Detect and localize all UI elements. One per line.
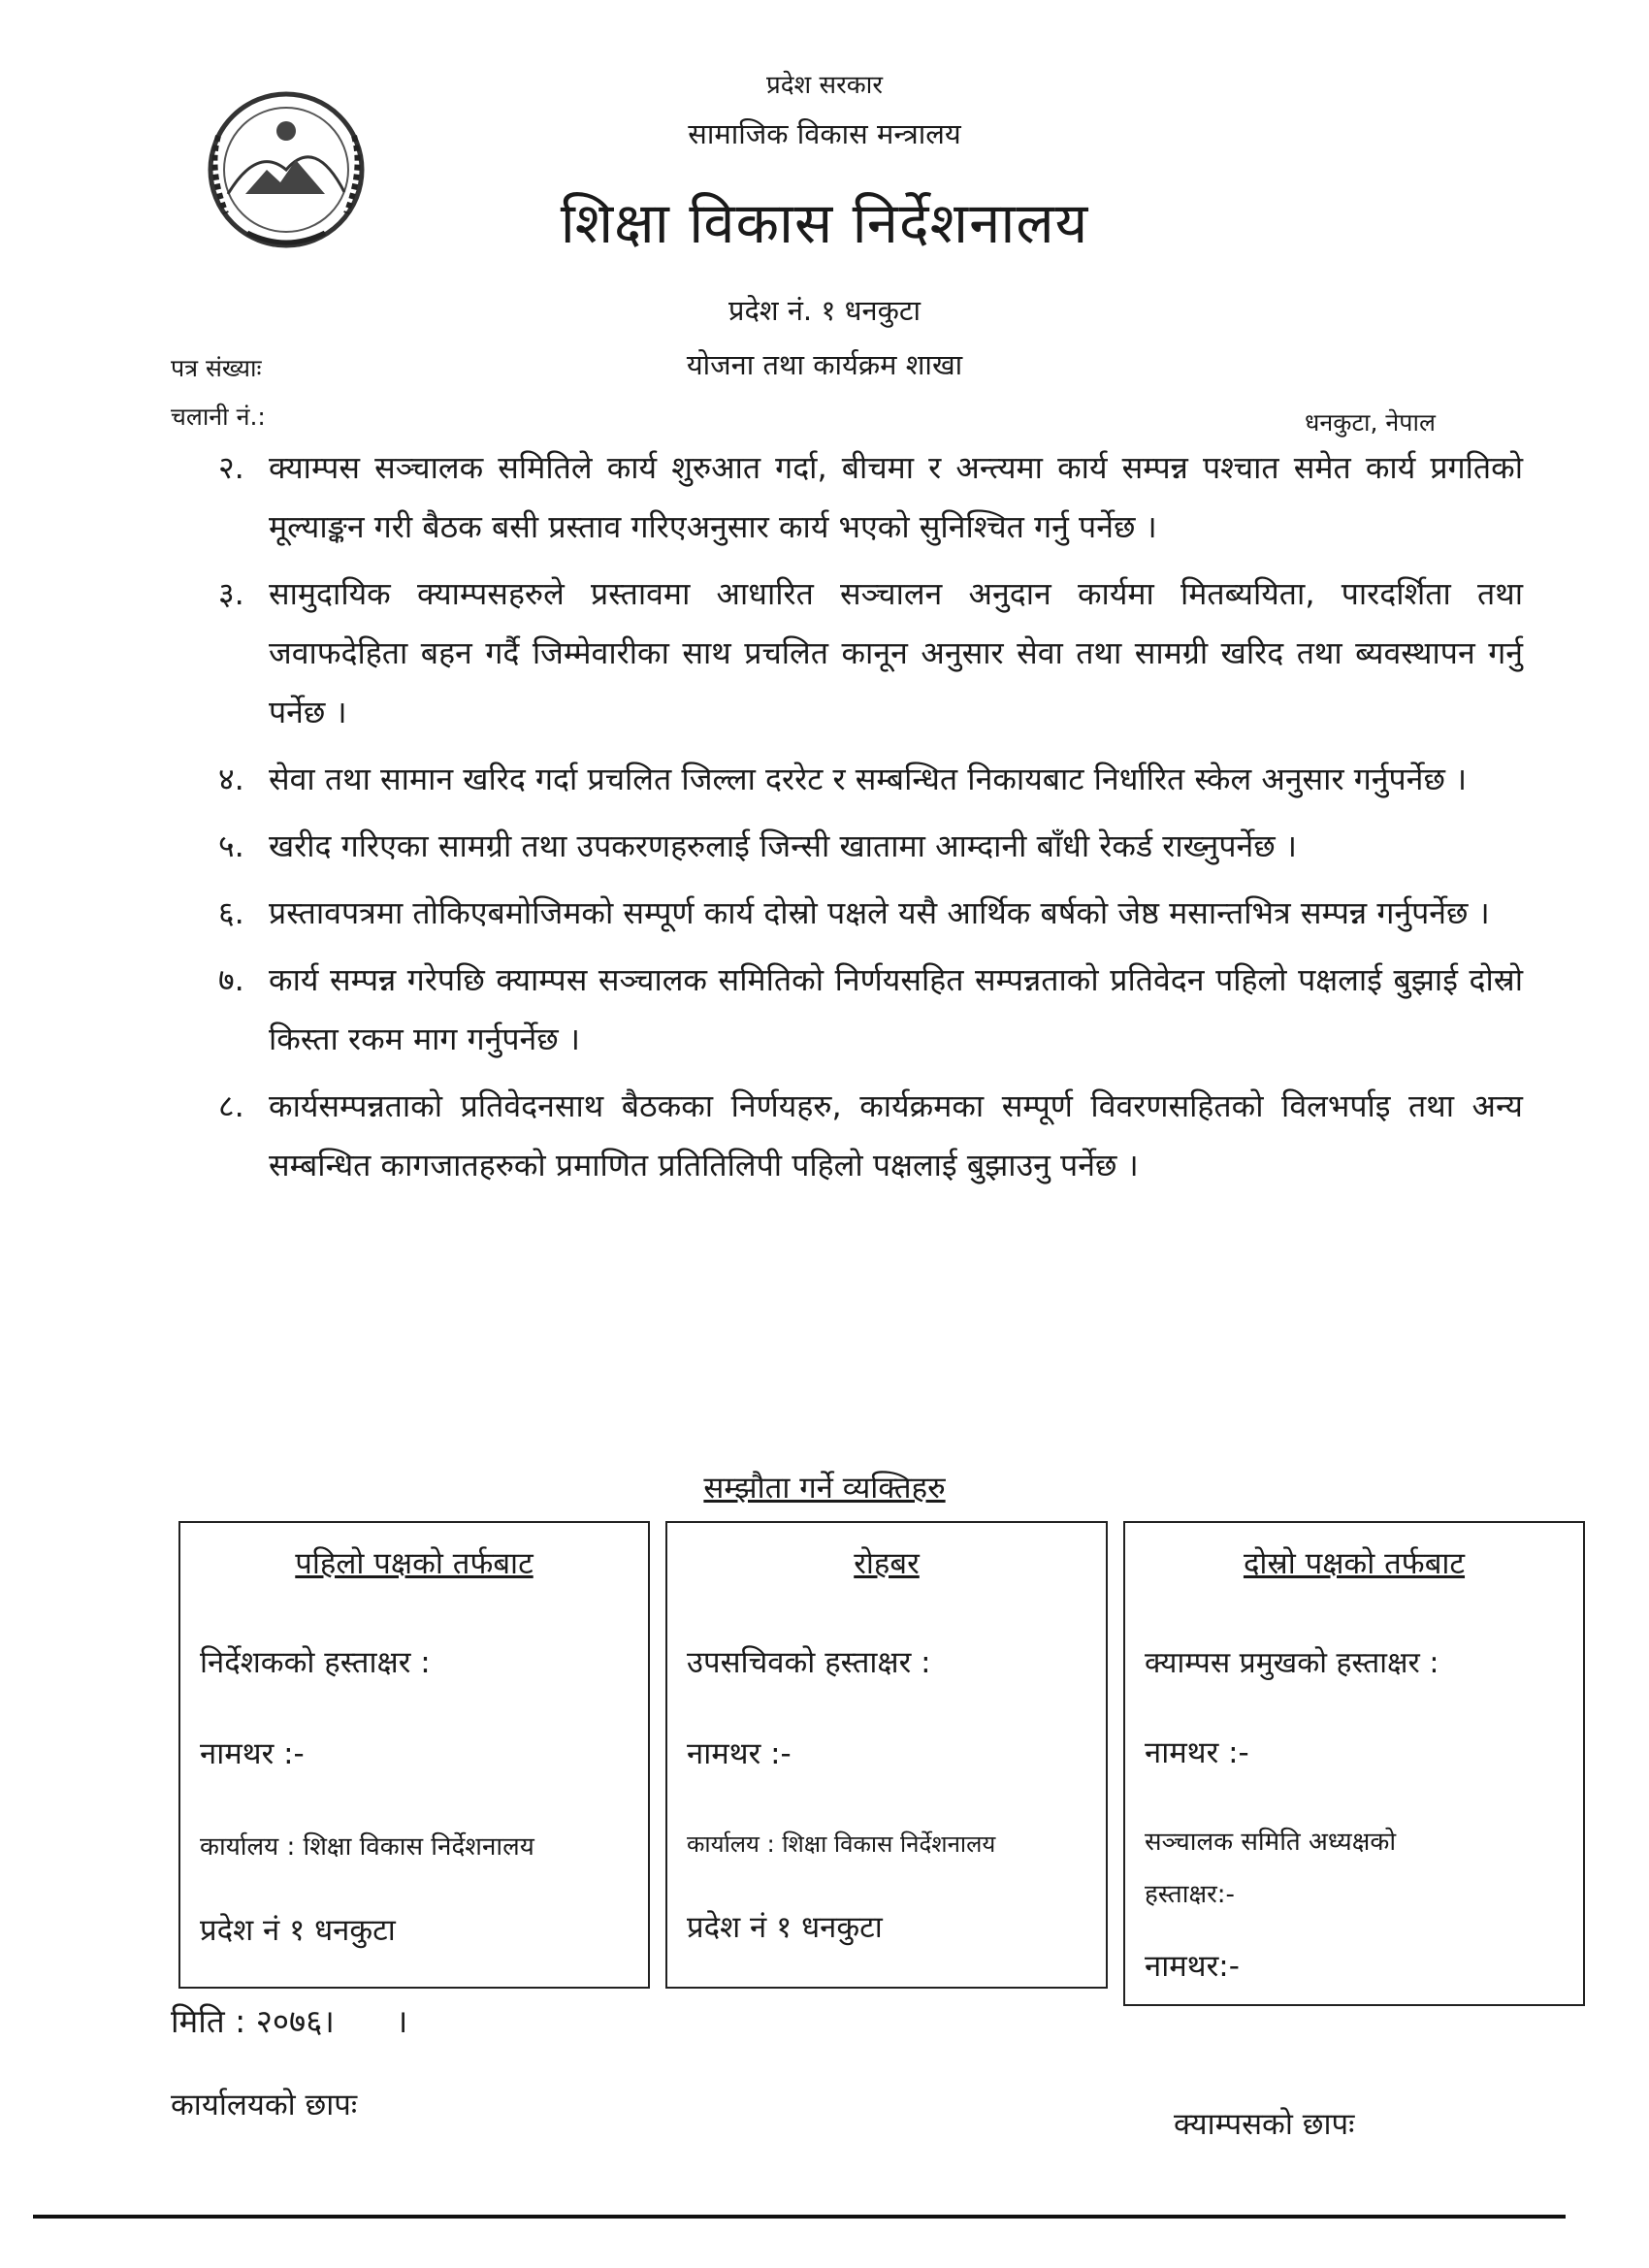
item-number: ६. [218,894,244,931]
witness-province-label: प्रदेश नं १ धनकुटा [687,1910,883,1945]
agreement-title: सम्झौता गर्ने व्यक्तिहरु [703,1471,946,1506]
item-number: २. [218,449,244,486]
committee-chair-signature-label-cont: हस्ताक्षर:- [1145,1880,1235,1909]
item-number: ७. [218,961,244,998]
list-item [218,750,1523,809]
dispatch-number-label: चलानी नं.: [171,403,266,431]
item-number: ८. [218,1087,244,1124]
item-number: ४. [218,761,244,797]
item-number: ५. [218,827,244,864]
witness-title: रोहबर [854,1546,920,1581]
ministry-heading: सामाजिक विकास मन्त्रालय [688,117,961,150]
director-signature-label: निर्देशकको हस्ताक्षर : [200,1645,431,1680]
campus-stamp-label: क्याम्पसको छापः [1174,2107,1355,2142]
committee-chair-signature-label: सञ्चालक समिति अध्यक्षको [1145,1828,1397,1857]
list-item [218,1077,1523,1195]
second-party-title: दोस्रो पक्षको तर्फबाट [1243,1546,1466,1581]
first-party-box [178,1521,650,1989]
item-text: कार्यसम्पन्नताको प्रतिवेदनसाथ बैठकका निर्णयहरु, कार्यक्रमका सम्पूर्ण विवरणसहितको विलभर्पाइ तथा अन्य सम्बन्धित कागजातहरुको प्रमाणित प्रतितिलिपी पहिलो पक्षलाई बुझाउनु पर्नेछ । [269,1087,1523,1183]
item-number: ३. [218,575,244,612]
committee-chair-name-label: नामथर:- [1145,1949,1240,1984]
province-heading: प्रदेश नं. १ धनकुटा [728,294,921,327]
date-label: मिति : २०७६। । [171,2002,408,2040]
first-party-province-label: प्रदेश नं १ धनकुटा [200,1913,396,1948]
list-item [218,565,1523,742]
witness-name-label: नामथर :- [687,1736,792,1771]
directorate-title: शिक्षा विकास निर्देशनालय [560,190,1089,256]
item-text: क्याम्पस सञ्चालक समितिले कार्य शुरुआत गर्दा, बीचमा र अन्त्यमा कार्य सम्पन्न पश्चात समेत कार्य प्रगतिको मूल्याङ्कन गरी बैठक बसी प्रस्ताव गरिएअनुसार कार्य भएको सुनिश्चित गर्नु पर्नेछ । [269,449,1523,545]
office-stamp-label: कार्यालयको छापः [171,2088,358,2122]
government-heading: प्रदेश सरकार [765,71,884,100]
item-text: सामुदायिक क्याम्पसहरुले प्रस्तावमा आधारित सञ्चालन अनुदान कार्यमा मितब्ययिता, पारदर्शिता तथा जवाफदेहिता बहन गर्दै जिम्मेवारीका साथ प्रचलित कानून अनुसार सेवा तथा सामग्री खरिद तथा ब्यवस्थापन गर्नु पर्नेछ । [269,575,1523,730]
first-party-title: पहिलो पक्षको तर्फबाट [295,1546,534,1581]
item-text: कार्य सम्पन्न गरेपछि क्याम्पस सञ्चालक समितिको निर्णयसहित सम्पन्नताको प्रतिवेदन पहिलो पक्षलाई बुझाई दोस्रो किस्ता रकम माग गर्नुपर्नेछ । [269,961,1523,1057]
item-text: खरीद गरिएका सामग्री तथा उपकरणहरुलाई जिन्सी खातामा आम्दानी बाँधी रेकर्ड राख्नुपर्नेछ । [269,827,1297,864]
list-item [218,951,1523,1069]
location-label: धनकुटा, नेपाल [1305,408,1436,437]
witness-box [665,1521,1108,1989]
first-party-name-label: नामथर :- [200,1736,305,1771]
undersecretary-signature-label: उपसचिवको हस्ताक्षर : [687,1645,931,1680]
list-item [218,817,1523,876]
list-item [218,884,1523,943]
first-party-office-label: कार्यालय : शिक्षा विकास निर्देशनालय [200,1832,534,1862]
item-text: प्रस्तावपत्रमा तोकिएबमोजिमको सम्पूर्ण कार्य दोस्रो पक्षले यसै आर्थिक बर्षको जेष्ठ मसान्तभित्र सम्पन्न गर्नुपर्नेछ । [269,894,1490,931]
footer-rule [33,2215,1566,2219]
list-item [218,438,1523,557]
second-party-box [1123,1521,1585,2006]
second-party-name-label: नामथर :- [1145,1735,1249,1770]
section-heading: योजना तथा कार्यक्रम शाखा [686,348,963,381]
witness-office-label: कार्यालय : शिक्षा विकास निर्देशनालय [687,1831,996,1858]
campus-chief-signature-label: क्याम्पस प्रमुखको हस्ताक्षर : [1145,1646,1439,1680]
item-text: सेवा तथा सामान खरिद गर्दा प्रचलित जिल्ला दररेट र सम्बन्धित निकायबाट निर्धारित स्केल अनुसार गर्नुपर्नेछ । [269,761,1468,797]
letter-number-label: पत्र संख्याः [171,354,262,382]
conditions-list [218,438,1523,1203]
